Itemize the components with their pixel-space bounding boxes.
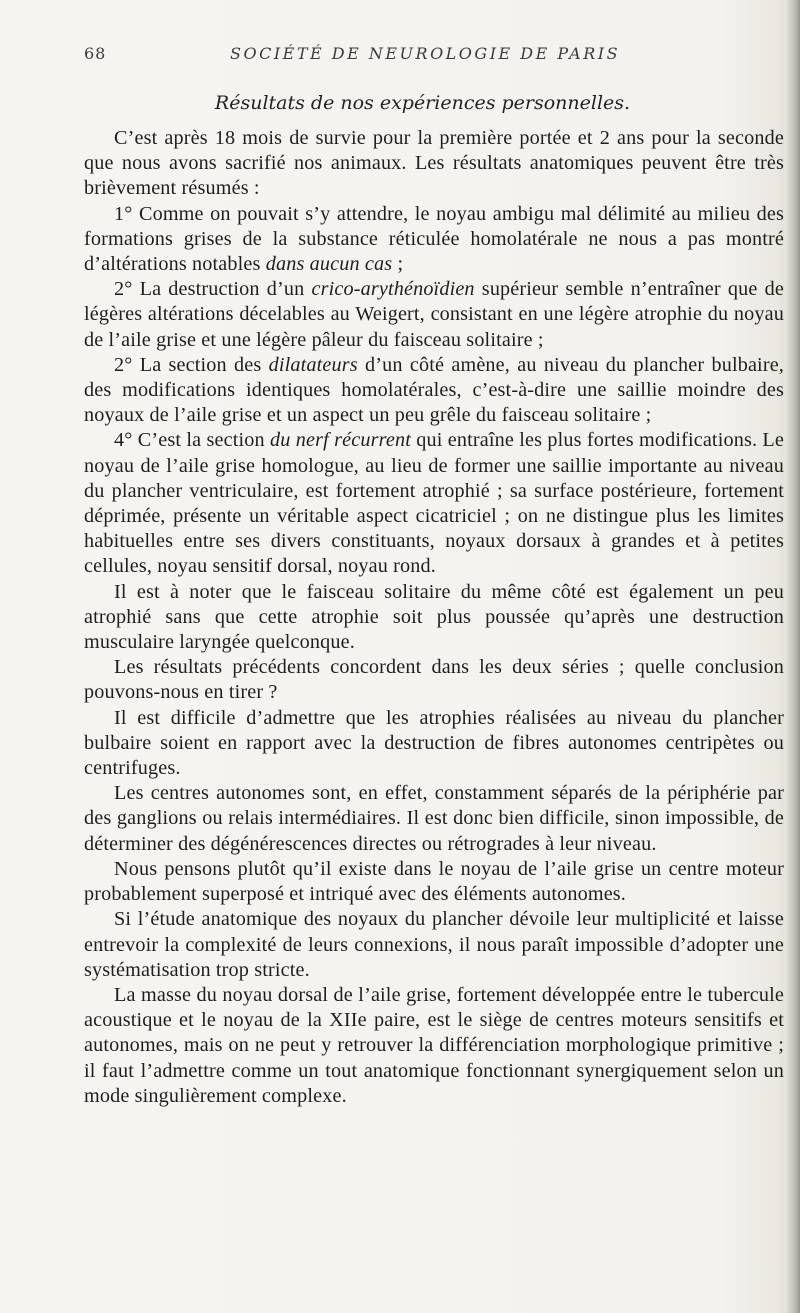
paragraph-10: Nous pensons plutôt qu’il existe dans le noyau de l’aile grise un centre moteur probablement superposé et intriqué avec des éléments autonomes. <box>84 857 784 906</box>
paragraph-4: 2° La section des dilatateurs d’un côté amène, au niveau du plancher bulbaire, des modifications identiques homolatérales, c’est-à-dire une saillie moindre des noyaux de l’aile grise et un aspect un peu grêle du faisceau solitaire ; <box>84 353 784 427</box>
paragraph-6: Il est à noter que le faisceau solitaire du même côté est également un peu atrophié sans que cette atrophie soit plus poussée qu’après une destruction musculaire laryngée quelconque. <box>84 580 784 654</box>
paragraph-2: 1° Comme on pouvait s’y attendre, le noyau ambigu mal délimité au milieu des formations grises de la substance réticulée homolatérale ne nous a pas montré d’altérations notables dans aucun cas ; <box>84 202 784 276</box>
paragraph-7: Les résultats précédents concordent dans les deux séries ; quelle conclusion pouvons-nous en tirer ? <box>84 656 784 704</box>
paragraph-8: Il est difficile d’admettre que les atrophies réalisées au niveau du plancher bulbaire soient en rapport avec la destruction de fibres autonomes centripètes ou centrifuges. <box>84 706 784 780</box>
paragraph-11: Si l’étude anatomique des noyaux du plancher dévoile leur multiplicité et laisse entrevoir la complexité de leurs connexions, il nous paraît impossible d’adopter une systématisation trop stricte. <box>84 908 784 981</box>
page-header <box>84 44 744 68</box>
section-title: Résultats de nos expériences personnelles. <box>214 92 631 114</box>
running-head: SOCIÉTÉ DE NEUROLOGIE DE PARIS <box>230 44 621 63</box>
paragraph-3: 2° La destruction d’un crico-arythénoïdien supérieur semble n’entraîner que de légères altérations décelables au Weigert, consistant en une légère atrophie du noyau de l’aile grise et une légère pâleur du faisceau solitaire ; <box>84 278 784 351</box>
paragraph-1: C’est après 18 mois de survie pour la première portée et 2 ans pour la seconde que nous avons sacrifié nos animaux. Les résultats anatomiques peuvent être très brièvement résumés : <box>84 127 784 200</box>
page-spine-shadow <box>786 0 800 1313</box>
paragraph-12: La masse du noyau dorsal de l’aile grise, fortement développée entre le tubercule acoustique et le noyau de la XIIe paire, est le siège de centres moteurs sensitifs et autonomes, mais on ne peut y retrouver la différenciation morphologique primitive ; il faut l’admettre comme un tout anatomique fonctionnant synergiquement selon un mode singulièrement complexe. <box>84 983 784 1107</box>
paragraph-9: Les centres autonomes sont, en effet, constamment séparés de la périphérie par des ganglions ou relais intermédiaires. Il est donc bien difficile, sinon impossible, de déterminer des dégénérescences directes ou rétrogrades à leur niveau. <box>84 782 784 855</box>
paragraph-5: 4° C’est la section du nerf récurrent qui entraîne les plus fortes modifications. Le noyau de l’aile grise homologue, au lieu de former une saillie importante au niveau du plancher ventriculaire, est fortement atrophié ; sa surface postérieure, fortement déprimée, présente un véritable aspect cicatriciel ; on ne distingue plus les limites habituelles entre ses divers constituants, noyaux dorsaux à grandes et à petites cellules, noyau sensitif dorsal, noyau rond. <box>84 429 784 578</box>
body-text <box>84 126 784 1109</box>
page-number: 68 <box>84 44 107 63</box>
